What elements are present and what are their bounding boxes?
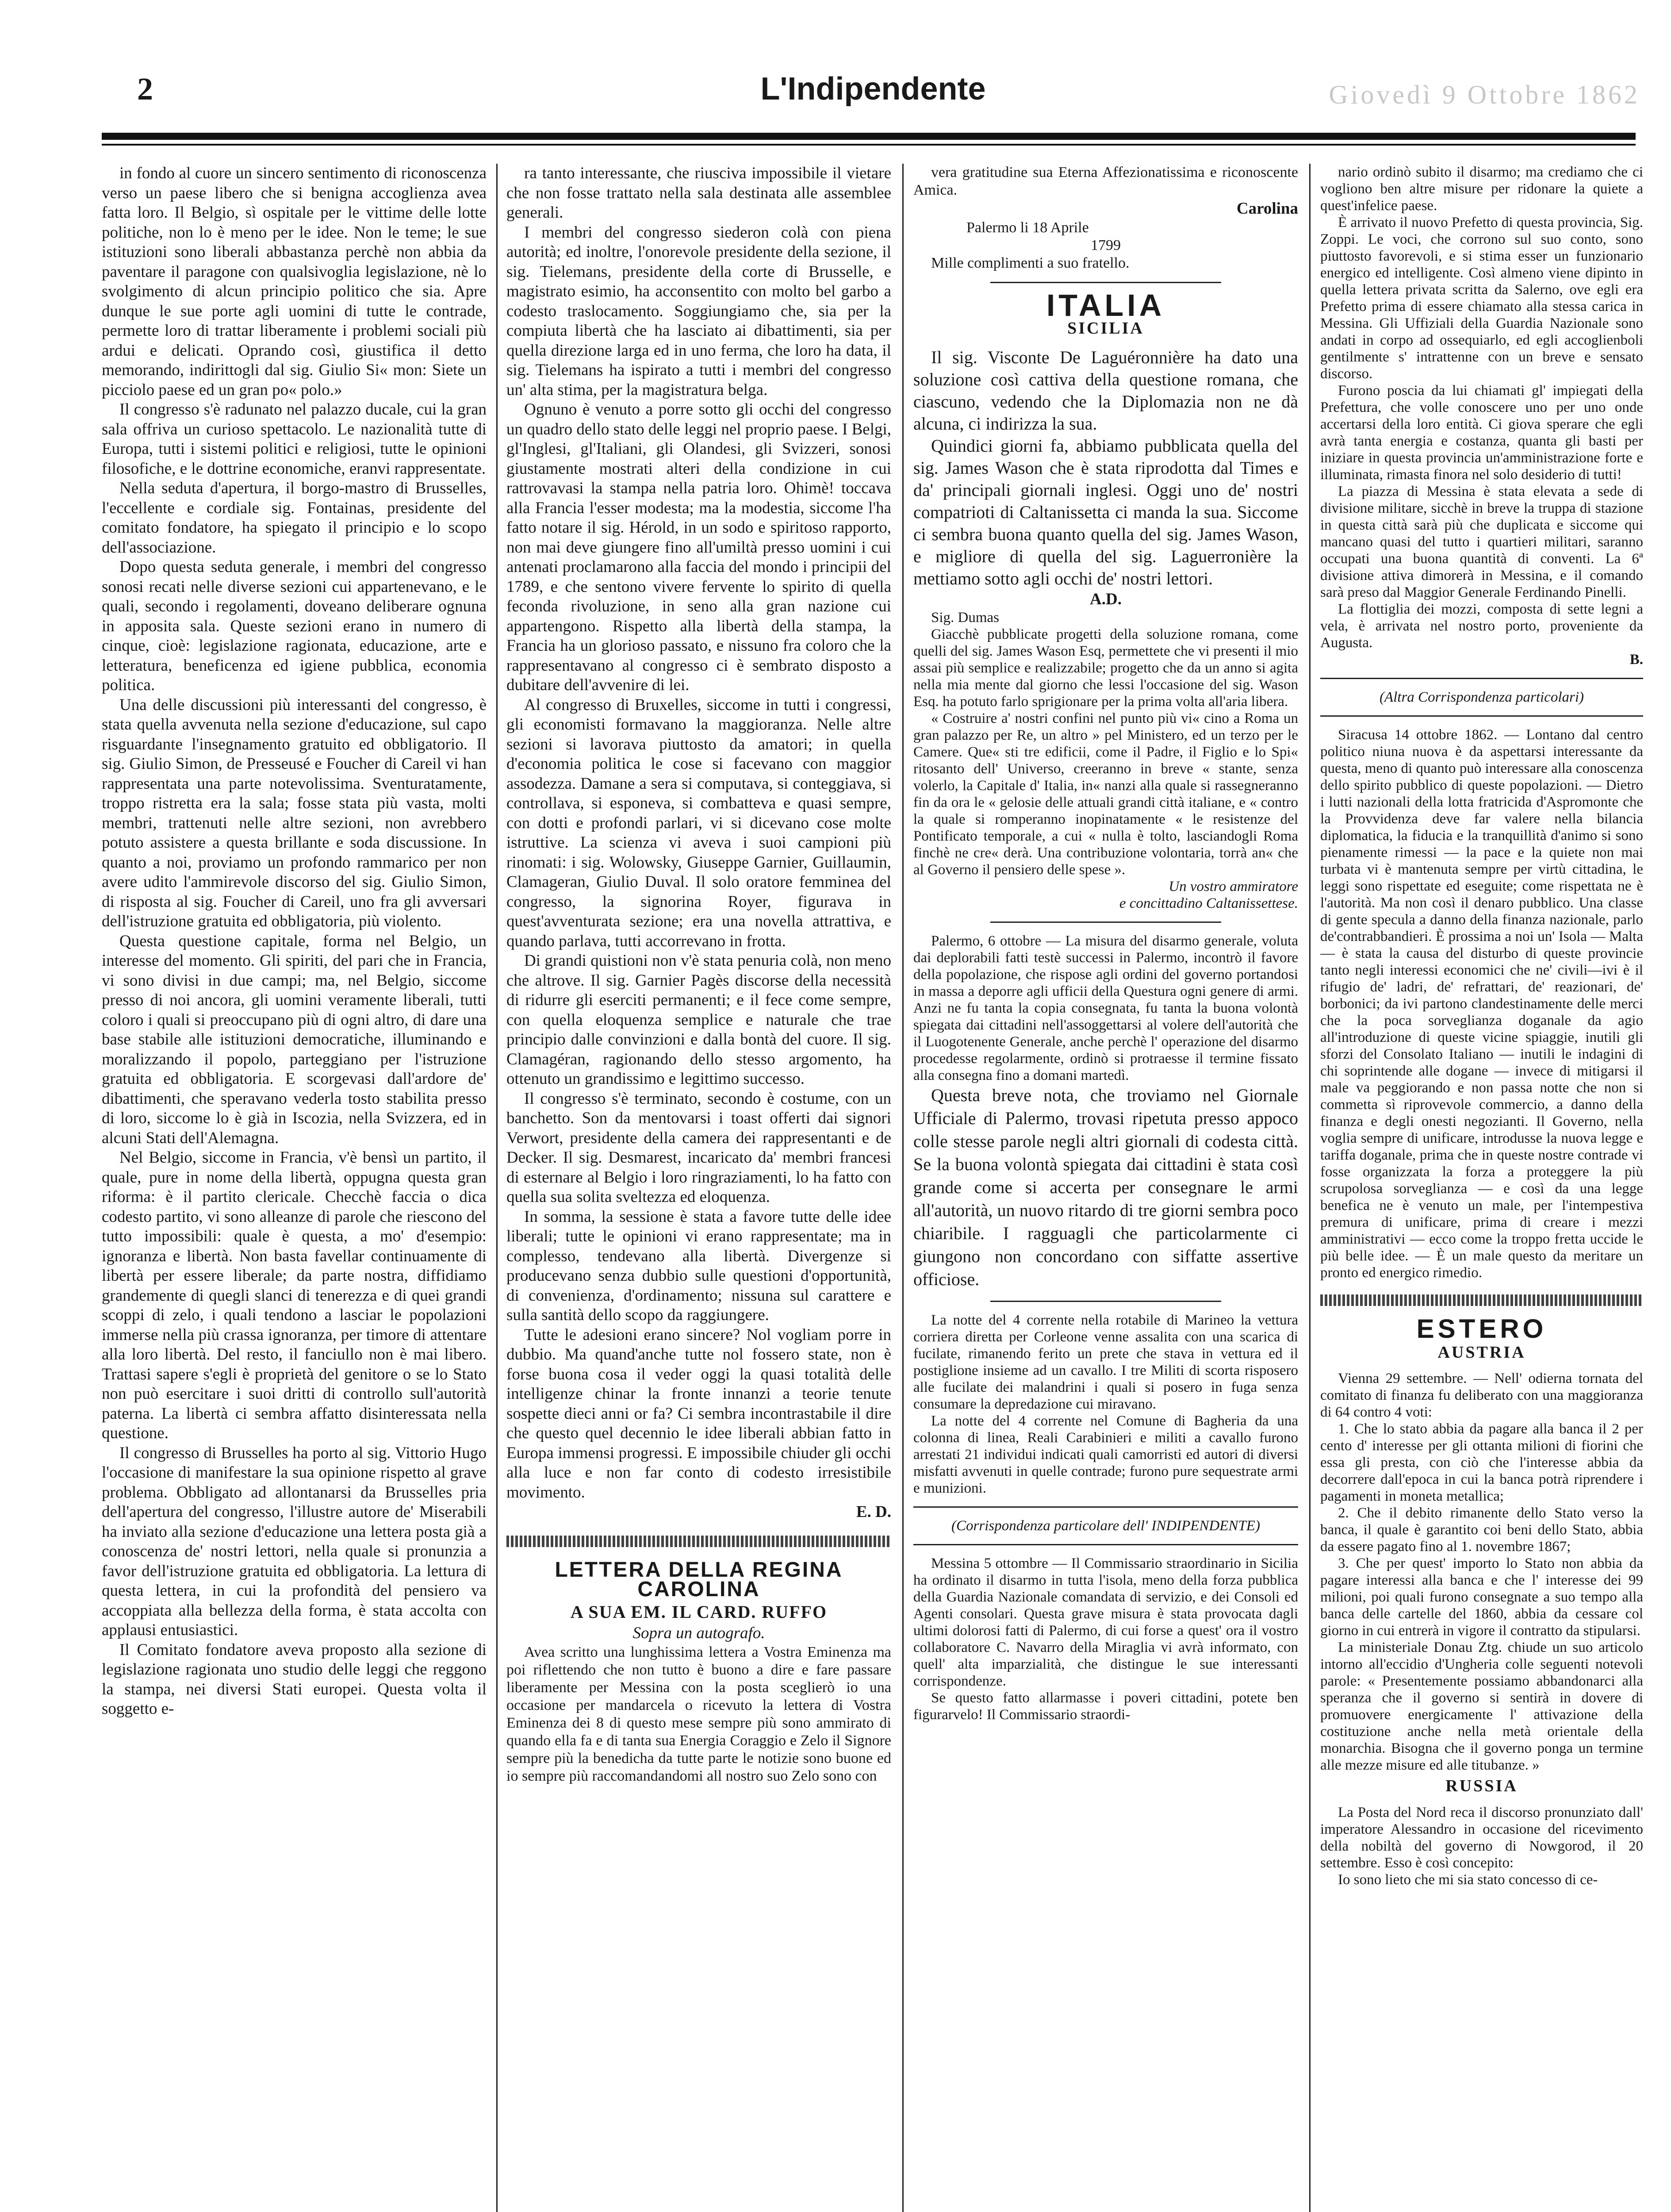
section-subtitle-russia: RUSSIA	[1445, 1777, 1518, 1795]
article-paragraph: In somma, la sessione è stata a favore tutte delle idee liberali; tutte le opinioni vi erano rappresentate; ma in complesso, tendevano alla libertà. Divergenze si producevano senza dubbio sulle questioni d'opportunità, di convenienza, d'ordinamento; nissuna sul carattere e sulla santità dello scopo da raggiungere.	[506, 1207, 891, 1324]
divider	[1320, 715, 1643, 717]
column-2	[506, 164, 891, 2212]
letter-place-date: Palermo li 18 Aprile	[966, 219, 1089, 236]
letter-note: Sopra un autografo.	[632, 1624, 765, 1642]
article-paragraph: Il congresso s'è radunato nel palazzo ducale, cui la gran sala offriva un curioso spettacolo. Le nazionalità tutte di Europa, tutti i sistemi politici e religiosi, tutte le opinioni filosofiche, e le dottrine economiche, eranvi rappresentate.	[102, 400, 487, 478]
news-paragraph-vienna: Vienna 29 settembre. — Nell' odierna tornata del comitato di finanza fu deliberato con una maggioranza di 64 contro 4 voti:	[1320, 1371, 1643, 1420]
article-paragraph: Questa questione capitale, forma nel Belgio, un interesse del momento. Gli spiriti, del pari che in Francia, vi sono divisi in due campi; ma, nel Belgio, siccome presso di noi ancora, gli uomini veramente liberali, tutti coloro i quali si preoccupano più di ogni altro, di dare una base stabile alle istituzioni democratiche, illuminando e moralizzando il popolo, parteggiano per l'istruzione gratuita ed obbligatoria. E scorgevasi dall'ardore de' dibattimenti, che speravano vederla tosto stabilita presso di loro, siccome lo è già in Iscozia, nella Svizzera, ed in alcuni Stati dell'Alemagna.	[102, 932, 487, 1147]
masthead-title: L'Indipendente	[760, 71, 986, 107]
section-title-estero: ESTERO	[1416, 1314, 1547, 1344]
letter-signature: Un vostro ammiratore	[1169, 879, 1298, 895]
news-paragraph: La ministeriale Donau Ztg. chiude un suo articolo intorno all'eccidio d'Ungheria colle seguenti notevoli parole: « Presentemente possiamo abbandonarci alla speranza che il governo si sentirà in dovere di promuovere energicamente l' attivazione della costituzione anche nella metà orientale della monarchia. Bisogna che il governo ponga un termine alle mezze misure ed alle titubanze. »	[1320, 1640, 1643, 1773]
article-paragraph: Ognuno è venuto a porre sotto gli occhi del congresso un quadro dello stato delle leggi nel proprio paese. I Belgi, gl'Inglesi, gl'Italiani, gli Olandesi, gli Svizzeri, sonosi giustamente mostrati alteri della condizione in cui rattrovavasi la stampa nella patria loro. Ohimè! toccava alla Francia l'esser modesta; ma la modestia, siccome l'ha fatto notare il sig. Hérold, in un sodo e spiritoso rapporto, non mai deve giungere fino all'umiltà presso uomini i cui antenati proclamarono alla faccia del mondo i principii del 1789, e che sentono vivere fervente lo spirito di quella feconda rivoluzione, in seno alla gran nazione cui appartengono. Rispetto alla libertà della stampa, la Francia ha un glorioso passato, e nissuno fra coloro che la rappresentavano al congresso ci è sembrato disposto a dubitare dell'avvenire di lei.	[506, 400, 891, 694]
article-paragraph: Il sig. Visconte De Laguéronnière ha dato una soluzione così cattiva della questione romana, che ciascuno, vedendo che la Diplomazia non ne dà alcuna, ci indirizza la sua.	[913, 347, 1298, 434]
article-signature: E. D.	[856, 1503, 891, 1521]
letter-signature: Carolina	[1236, 200, 1298, 218]
article-paragraph: Dopo questa seduta generale, i membri del congresso sonosi recati nelle diverse sezioni cui appartenevano, e le quali, secondo i regolamenti, doveano deliberare ognuna in apposita sala. Queste sezioni erano in numero di cinque, cioè: legislazione ragionata, educazione, arte e letteratura, beneficenza ed igiene pubblica, economia politica.	[102, 558, 487, 694]
divider	[913, 1544, 1298, 1545]
letter-salutation: Sig. Dumas	[931, 610, 1000, 626]
section-subtitle-austria: AUSTRIA	[1437, 1343, 1526, 1362]
article-paragraph: Al congresso di Bruxelles, siccome in tutti i congressi, gli economisti formavano la maggioranza. Nelle altre sezioni si lavorava piuttosto da amatori; in quella d'economia politica le cose si facevano con maggior assodezza. Damane a sera si computava, si conteggiava, si controllava, si esponeva, si combatteva e quasi sempre, con dotti e profondi parlari, vi si dicevano cose molte istruttive. La scienza vi aveva i suoi campioni più rinomati: i sig. Wolowsky, Giuseppe Garnier, Guillaumin, Clamageran, Giulio Duval. Il solo oratore femminea del congresso, la signorina Royer, figurava in quest'avventurata sezione; era una novella attrattiva, e quando parlava, tutti accorrevano in frotta.	[506, 695, 891, 950]
article-paragraph: « Costruire a' nostri confini nel punto più vi« cino a Roma un gran palazzo per Re, un altro » pel Ministero, ed un terzo per le Camere. Que« sti tre edificii, come il Padre, il Figlio e lo Spi« ritosanto dell' Universo, creeranno in breve « stante, senza volerlo, la Capitale d' Italia, in« nanzi alla quale si rassegneranno fin da ora le « gelosie delle attuali grandi città italiane, e « contro la quale si romperanno inopinatamente « le resistenze del Pontificato temporale, a cui « nulla è tolto, lasciandogli Roma finchè ne cre« derà. Una contribuzione volontaria, torrà an« che al Governo il pensiero delle spese ».	[913, 710, 1298, 878]
article-paragraph: Tutte le adesioni erano sincere? Nol vogliam porre in dubbio. Ma quand'anche tutte nol fossero state, non è forse buona cosa il veder oggi la quasi totalità delle intelligenze chinar la fronte innanzi a teorie tenute sospette dieci anni or fa? Ci sembra incontrastabile il dire che questo quel decennio le idee liberali abbian fatto in Europa immensi progressi. E impossibile chiuder gli occhi alla luce e non far conto di codesto irresistibile movimento.	[506, 1325, 891, 1502]
letter-subtitle: A SUA EM. IL CARD. RUFFO	[570, 1601, 828, 1622]
letter-closing: vera gratitudine sua Eterna Affezionatissima e riconoscente Amica.	[913, 164, 1298, 198]
article-signature: A.D.	[1090, 590, 1122, 608]
article-paragraph: Il congresso di Brusselles ha porto al sig. Vittorio Hugo l'occasione di manifestare la sua opinione rispetto al grave problema. Obbligato ad allontanarsi da Brusselles pria dell'apertura del congresso, l'illustre autore de' Miserabili ha inviato alla sezione d'educazione una lettera posta già a conoscenza de' nostri lettori, nella quale si pronunzia a favor dell'istruzione gratuita ed obbligatoria. La lettura di questa lettera, in cui la profondità del pensiero va accoppiata alla bellezza della forma, è stata accolta con applausi entusiastici.	[102, 1444, 487, 1639]
news-paragraph: La notte del 4 corrente nella rotabile di Marineo la vettura corriera diretta per Corleone venne assalita con una scarica di fucilate, rimanendo ferito un prete che stava in vettura ed il postiglione insieme ad un cavallo. I tre Militi di scorta risposero alle fucilate dei malandrini i quali si posero in fuga senza consumare la depredazione cui miravano.	[913, 1312, 1298, 1412]
article-paragraph: I membri del congresso siederon colà con piena autorità; ed inoltre, l'onorevole presidente della sezione, il sig. Tielemans, presidente della corte di Brusselle, e magistrato esimio, ha acconsentito con molto bel garbo a codesto traslocamento. Soggiungiamo che, sia per la compiuta libertà che ha lasciato ai dibattimenti, sia per quella direzione larga ed in uno ferma, che loro ha data, il sig. Tielemans ha ispirato a tutti i membri del congresso un' alta stima, per la magistratura belga.	[506, 223, 891, 399]
news-paragraph-palermo: Palermo, 6 ottobre — La misura del disarmo generale, voluta dai deplorabili fatti testè successi in Palermo, incontrò il favore della popolazione, che rispose agli ordini del governo portandosi in massa a deporre agli ufficii della Questura ogni genere di armi. Anzi ne fu tanta la copia consegnata, fu tanta la buona volontà spiegata dai cittadini nell'assoggettarsi al volere dell'autorità che il Luogotenente Generale, anche perchè l' operazione del disarmo procedesse regolarmente, ordinò si protraesse il termine fissato alla consegna fino a domani martedì.	[913, 933, 1298, 1083]
page-number: 2	[137, 71, 153, 107]
news-paragraph: Furono poscia da lui chiamati gl' impiegati della Prefettura, che volle conoscere uno per uno onde accertarsi della loro entità. Ci giova sperare che egli avrà tanta energia e costanza, quanta gli basti per iniziare in questa provincia un'amministrazione forte e illuminata, rimasta finora nel solo desiderio di tutti!	[1320, 383, 1643, 483]
news-paragraph: La flottiglia dei mozzi, composta di sette legni a vela, è arrivata nel nostro porto, proveniente da Augusta.	[1320, 601, 1643, 651]
news-paragraph: 2. Che il debito rimanente dello Stato verso la banca, il quale è garantito coi beni dello Stato, abbia da essere pagato fino al 1. novembre 1867;	[1320, 1505, 1643, 1555]
article-signature: B.	[1629, 652, 1643, 668]
section-ornament	[1320, 1294, 1643, 1306]
section-subtitle-sicilia: SICILIA	[1067, 319, 1144, 338]
article-paragraph: Nel Belgio, siccome in Francia, v'è bensì un partito, il quale, pure in nome della libertà, oppugna questa gran riforma: è il partito clericale. Checchè faccia o dica codesto partito, vi sono alleanze di parole che riescono del tutto impossibili: quale è questa, a mo' d'esempio: ignoranza e libertà. Non basta favellar continuamente di libertà per essere liberale; da parte nostra, diffidiamo grandemente di quegli slanci di tenerezza e di quei grandi scoppi di zelo, i quali tendono a lasciar le popolazioni immerse nella più crassa ignoranza, per timore di attentare alla loro libertà. Del resto, il fanciullo non è mai libero. Trattasi sapere s'egli è proprietà del genitore o se lo Stato non può esercitare i suoi dritti di controllo sull'autorità paterna. La libertà ci sembra affatto disinteressata nella questione.	[102, 1148, 487, 1442]
header-rule-thin	[102, 144, 1636, 146]
divider	[1320, 678, 1643, 679]
column-divider	[496, 164, 498, 2212]
divider	[990, 1301, 1221, 1302]
article-paragraph: Una delle discussioni più interessanti del congresso, è stata quella avvenuta nella sezione d'educazione, sul capo risguardante l'insegnamento gratuito ed obbligatorio. Il sig. Giulio Simon, de Presseusé e Foucher di Careil vi han rappresentata una parte notevolissima. Sventuratamente, troppo ristretta era la sala; fosse stata più vasta, molti membri, trattenuti nelle altre sezioni, non avrebbero potuto assistere a questa brillante e soda discussione. In quanto a noi, proviamo un profondo rammarico per non avere udito l'ammirevole discorso del sig. Giulio Simon, di risposta al sig. Foucher di Careil, uno fra gli avversari dell'istruzione gratuita ed obbligatoria, più violento.	[102, 695, 487, 930]
article-paragraph: ra tanto interessante, che riusciva impossibile il vietare che non fosse trattato nella sala destinata alle assemblee generali.	[506, 164, 891, 222]
column-4	[1320, 164, 1643, 2212]
news-paragraph-siracusa: Siracusa 14 ottobre 1862. — Lontano dal centro politico niuna nuova è da aspettarsi interessante da questa, meno di quanto può interessare alla conoscenza dello spirito pubblico di queste popolazioni. — Dietro i lutti nazionali della lotta fratricida d'Aspromonte che la Provvidenza deve far valere nella bilancia diplomatica, la fiducia e la tranquillità d'animo si sono pienamente rimessi — la pace e la quiete non mai turbata vi è mantenuta sempre per virtù cittadina, le leggi sono rispettate ed eseguite; come rispettata ne è l'autorità. Ma non così il denaro pubblico. Una classe di gente specula a danno della finanza nazionale, parlo de'contrabbandieri. È prossima a noi un' Isola — Malta — è stata la causa del disturbo di queste provincie tanto negli interessi economici che ne' civili—ivi è il rifugio de' ladri, de' refrattari, de' reazionari, de' borbonici; da ivi partono clandestinamente delle merci che la poca sorveglianza doganale da agio all'introduzione di queste vicine spiaggie, inutili gli sforzi del Consolato Italiano — inutili le indagini di chi soprintende alle dogane — invece di mitigarsi il male va peggiorando e non passa notte che non si commetta sì riprovevole commercio, a danno della finanza e degli onesti negozianti. Il Governo, nella voglia sempre di unificare, introdusse la nuova legge e tariffa doganale, prima che in queste nostre contrade vi fosse organizzata la forza a proteggere la più scrupolosa sorveglianza — e così da una legge benefica ne è venuto un male, per l'intempestiva premura di unificare, prima di creare i mezzi amministrativi — ecco come la troppo fretta uccide le più belle idee. — È un male questo da meritare un pronto ed energico rimedio.	[1320, 727, 1643, 1281]
article-paragraph: in fondo al cuore un sincero sentimento di riconoscenza verso un paese libero che si benigna accoglienza avea fatta loro. Il Belgio, sì ospitale per le vittime delle lotte politiche, non lo è meno per le idee. Non le teme; le sue istituzioni sono liberali abbastanza perchè non abbia da paventare il paragone con qualsivoglia legislazione, nè lo svolgimento di alcun principio politico che sia. Apre dunque le sue porte agli uomini di tutte le contrade, permette loro di trattar liberamente i problemi sociali più ardui e delicati. Oprando così, giustifica il detto memorando, indirittogli dal sig. Giulio Si« mon: Siete un picciolo paese ed un gran po« polo.»	[102, 164, 487, 399]
article-paragraph: Il Comitato fondatore aveva proposto alla sezione di legislazione ragionata uno studio delle leggi che reggono la stampa, nei diversi Stati europei. Questa volta il soggetto e-	[102, 1640, 487, 1718]
letter-year: 1799	[1091, 237, 1121, 253]
news-paragraph: Io sono lieto che mi sia stato concesso di ce-	[1338, 1871, 1598, 1888]
news-paragraph: 1. Che lo stato abbia da pagare alla banca il 2 per cento d' interesse per gli ottanta milioni di fiorini che essa gli presta, con ciò che l'interesse abbia da decorrere dall'epoca in cui la banca potrà riprendere i pagamenti in moneta metallica;	[1320, 1421, 1643, 1504]
letter-signature: e concittadino Caltanissettese.	[1119, 895, 1298, 911]
divider	[913, 1506, 1298, 1508]
article-paragraph: Nella seduta d'apertura, il borgo-mastro di Brusselles, l'eccellente e cordiale sig. Fontainas, presidente del comitato fondatore, ha spiegato il principio e lo scopo dell'associazione.	[102, 479, 487, 557]
divider	[990, 922, 1221, 923]
section-title-italia: ITALIA	[1046, 288, 1165, 323]
news-paragraph: 3. Che per quest' importo lo Stato non abbia da pagare interessi alla banca e che l' interesse dei 99 milioni, poi quali furono consegnate a suo tempo alla banca delle cartelle del 1860, abbia da cessare col giorno in cui entrerà in vigore il contratto da stipularsi.	[1320, 1555, 1643, 1639]
news-paragraph: La Posta del Nord reca il discorso pronunziato dall' imperatore Alessandro in occasione del ricevimento della nobiltà del governo di Nowgorod, il 20 settembre. Esso è così concepito:	[1320, 1804, 1643, 1871]
header-rule-thick	[102, 133, 1636, 140]
divider	[990, 282, 1221, 283]
letter-postscript: Mille complimenti a suo fratello.	[931, 254, 1130, 271]
letter-body: Avea scritto una lunghissima lettera a Vostra Eminenza ma poi riflettendo che non tutto è buono a dire e fare passare liberamente per Messina con la posta sceglierò io una occasione per mandarcela o ricevuto la lettera di Vostra Eminenza dei 8 di questo mese sempre più sono ammirato di quando ella fa e di tanta sua Energia Coraggio e Zelo il Signore sempre più la benedicha da tutte parte le notizie sono buone ed io sempre più raccomandandomi all nostro suo Zelo sono con	[506, 1644, 891, 1784]
correspondence-heading: (Corrispondenza particolare dell' INDIPENDENTE)	[951, 1518, 1260, 1534]
news-paragraph: nario ordinò subito il disarmo; ma crediamo che ci vogliono ben altre misure per ridonare la quiete a quest'infelice paese.	[1320, 164, 1643, 214]
news-paragraph: È arrivato il nuovo Prefetto di questa provincia, Sig. Zoppi. Le voci, che corrono sul suo conto, sono piuttosto favorevoli, e si stima esser un funzionario energico ed intelligente. Così almeno viene dipinto in quella lettera privata scritta da Salerno, ove egli era Prefetto prima di essere chiamato alla stessa carica in Messina. Gli Uffiziali della Guardia Nazionale sono andati in corpo ad ossequiarlo, ed egli accoglienboli gentilmente s' intrattenne con un breve e sensato discorso.	[1320, 215, 1643, 382]
article-paragraph: Di grandi quistioni non v'è stata penuria colà, non meno che altrove. Il sig. Garnier Pagès discorse della necessità di ridurre gli eserciti permanenti; e il fece come sempre, con quella eloquenza semplice e naturale che trae principio dalle convinzioni e dalla bontà del cuore. Il sig. Clamagéran, ragionando dello stesso argomento, ha ottenuto un grandissimo e legittimo successo.	[506, 952, 891, 1088]
correspondence-heading: (Altra Corrispondenza particolari)	[1379, 689, 1584, 705]
bleed-through-text: Giovedì 9 Ottobre 1862	[1329, 80, 1640, 109]
news-paragraph-messina: Messina 5 ottombre — Il Commissario straordinario in Sicilia ha ordinato il disarmo in tutta l'isola, meno della forza pubblica della Guardia Nazionale comandata di servizio, e dei Consoli ed Agenti consolari. Questa grave misura è stata provocata dagli ultimi dolorosi fatti di Palermo, di cui forse a quest' ora il vostro collaboratore C. Navarro della Miraglia vi avrà informato, con quell' alta imparzialità, che distingue le sue interessanti corrispondenze.	[913, 1555, 1298, 1689]
column-divider	[1309, 164, 1311, 2212]
letter-title: LETTERA DELLA REGINA CAROLINA	[555, 1558, 843, 1601]
page-header	[102, 66, 1644, 128]
news-paragraph: La notte del 4 corrente nel Comune di Bagheria da una colonna di linea, Reali Carabinieri e militi a cavallo furono arrestati 21 individui indicati quali camorristi ed autori di diversi misfatti avvenuti in quelle contrade; furono pure sequestrate armi e munizioni.	[913, 1413, 1298, 1496]
section-ornament	[506, 1536, 891, 1547]
column-divider	[902, 164, 904, 2212]
news-paragraph: La piazza di Messina è stata elevata a sede di divisione militare, sicchè in breve la truppa di stazione in questa città sarà più che duplicata e siccome qui mancano quasi del tutto i quartieri militari, saranno occupati una buona quantità di conventi. La 6ª divisione attiva dimorerà in Messina, e il comando sarà preso dal Maggior Generale Ferdinando Pinelli.	[1320, 484, 1643, 600]
article-paragraph: Giacchè pubblicate progetti della soluzione romana, come quelli del sig. James Wason Esq, permettete che vi presenti il mio assai più semplice e realizzabile; progetto che da un anno si agita nella mia mente dal giorno che lessi l'occasione del sig. Wason Esq. ha potuto farlo sprigionare per la prima volta all'aria libera.	[913, 626, 1298, 710]
column-1	[102, 164, 487, 2212]
article-paragraph: Questa breve nota, che troviamo nel Giornale Ufficiale di Palermo, trovasi ripetuta presso appoco colle stesse parole negli altri giornali di codesta città. Se la buona volontà spiegata dai cittadini è stata così grande come si accerta per consegnare le armi all'autorità, un nuovo ritardo di tre giorni sembra poco chiaribile. I ragguagli che particolarmente ci giungono non concordano con siffatte assertive officiose.	[913, 1085, 1298, 1289]
column-3	[913, 164, 1298, 2212]
article-paragraph: Il congresso s'è terminato, secondo è costume, con un banchetto. Son da mentovarsi i toast offerti dai signori Verwort, presidente della camera dei rappresentanti e de Decker. Il sig. Desmarest, incaricato da' membri francesi di esternare al Belgio i loro ringraziamenti, lo ha fatto con quella sua solita sveltezza ed eloquenza.	[506, 1089, 891, 1206]
article-paragraph: Quindici giorni fa, abbiamo pubblicata quella del sig. James Wason che è stata riprodotta dal Times e da' principali giornali inglesi. Oggi uno de' nostri compatrioti di Caltanissetta ci manda la sua. Siccome ci sembra buona quanto quella del sig. James Wason, e migliore di quella del sig. Laguerronière la mettiamo sotto agli occhi de' nostri lettori.	[913, 435, 1298, 588]
news-paragraph: Se questo fatto allarmasse i poveri cittadini, potete ben figurarvelo! Il Commissario straordi-	[913, 1690, 1298, 1723]
